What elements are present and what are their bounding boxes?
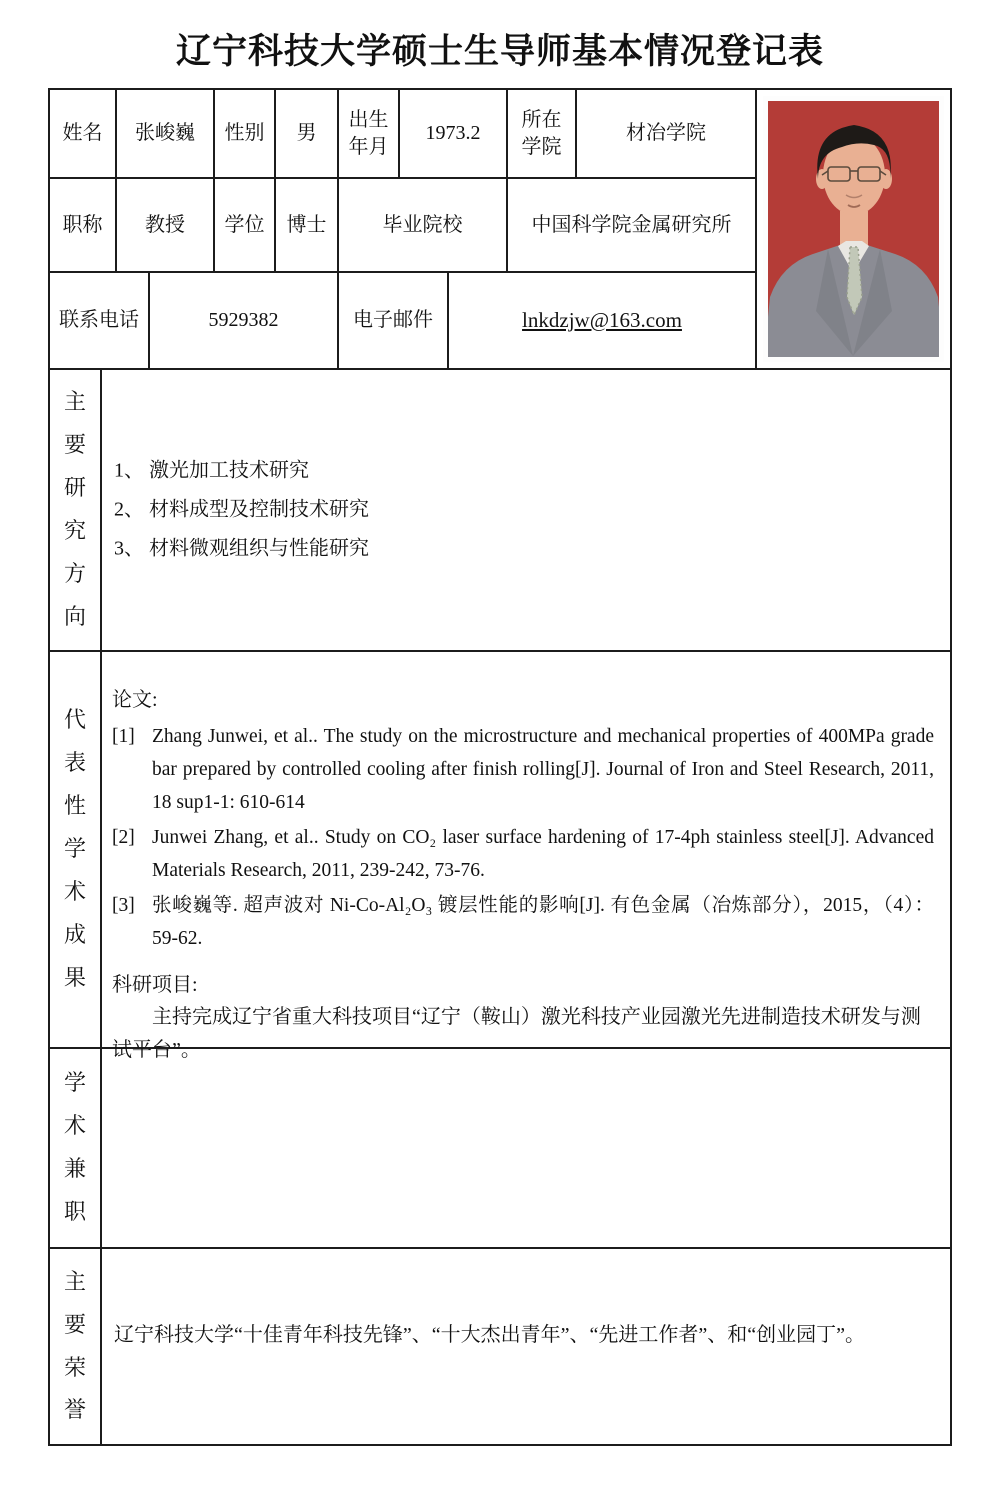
paper-marker: [2]	[112, 827, 135, 848]
section-achievements	[50, 652, 950, 1061]
paper-item	[112, 889, 934, 955]
section-achievements-content	[102, 652, 950, 1061]
school-value-cell: 中国科学院金属研究所	[531, 213, 732, 236]
positions-text	[102, 1049, 950, 1247]
page-title: 辽宁科技大学硕士生导师基本情况登记表	[175, 32, 824, 71]
info-table	[48, 88, 952, 1446]
section-research	[50, 370, 950, 652]
research-list	[114, 452, 936, 569]
section-research-label-text: 主要研究方向	[63, 389, 86, 629]
paper-marker: [3]	[112, 895, 135, 916]
email-label-cell: 电子邮件	[339, 273, 449, 368]
honors-text: 辽宁科技大学“十佳青年科技先锋”、“十大杰出青年”、“先进工作者”、和“创业园丁”。	[114, 1323, 866, 1346]
header-left	[50, 90, 755, 368]
paper-item	[112, 821, 934, 887]
research-item: 3、 材料微观组织与性能研究	[114, 537, 369, 560]
section-positions-label-text: 学术兼职	[63, 1070, 86, 1224]
email-link[interactable]: lnkdzjw@163.com	[522, 308, 682, 332]
paper-text: 张峻巍等. 超声波对 Ni-Co-Al₂O₃ 镀层性能的影响[J]. 有色金属（冶炼部分），2015，（4）：59-62.	[152, 895, 934, 949]
projects-heading: 科研项目:	[112, 974, 198, 996]
paper-text: Zhang Junwei, et al.. The study on the microstructure and mechanical properties of 400MPa grade bar prepared by controlled cooling after finish rolling[J]. Journal of Iron and Steel Research, 2011, 18 sup1-1: 610-614	[152, 726, 934, 813]
id-photo	[763, 96, 944, 362]
research-item: 1、 激光加工技术研究	[114, 459, 309, 482]
phone-value-cell: 5929382	[150, 273, 339, 368]
papers-heading: 论文:	[112, 689, 158, 711]
section-honors-label	[50, 1249, 102, 1444]
section-positions-label	[50, 1049, 102, 1247]
name-value-cell: 张峻巍	[117, 90, 215, 177]
id-photo-image	[768, 101, 939, 357]
section-research-content	[102, 370, 950, 650]
paper-text: Junwei Zhang, et al.. Study on CO₂ laser surface hardening of 17-4ph stainless steel[J]. Advanced Materials Research, 2011, 239-242, 73-76.	[152, 827, 934, 881]
section-research-label	[50, 370, 102, 650]
title-value-cell: 教授	[117, 179, 215, 271]
section-positions	[50, 1049, 950, 1249]
phone-label-cell: 联系电话	[50, 273, 150, 368]
college-label-cell: 所在学院	[508, 90, 577, 177]
header-row-3	[50, 273, 755, 368]
name-label-cell: 姓名	[50, 90, 117, 177]
section-achievements-label-text: 代表性学术成果	[63, 707, 86, 990]
college-value-cell: 材冶学院	[626, 122, 706, 144]
birth-label-cell: 出生年月	[339, 90, 400, 177]
section-honors-label-text: 主要荣誉	[63, 1268, 86, 1423]
header-block	[50, 90, 950, 370]
research-item: 2、 材料成型及控制技术研究	[114, 498, 369, 521]
degree-label-cell: 学位	[215, 179, 276, 271]
gender-label-cell: 性别	[215, 90, 276, 177]
header-row-2	[50, 179, 755, 273]
school-label-cell: 毕业院校	[339, 179, 508, 271]
photo-cell	[755, 90, 950, 368]
projects-text: 主持完成辽宁省重大科技项目“辽宁（鞍山）激光科技产业园激光先进制造技术研发与测试平台”。	[112, 1006, 921, 1061]
paper-list	[112, 720, 934, 955]
gender-value-cell: 男	[276, 90, 339, 177]
section-honors	[50, 1249, 950, 1444]
email-value-cell	[449, 273, 755, 368]
paper-item	[112, 720, 934, 819]
degree-value-cell: 博士	[276, 179, 339, 271]
header-row-1	[50, 90, 755, 179]
birth-value-cell: 1973.2	[400, 90, 508, 177]
section-honors-content	[102, 1249, 950, 1444]
section-positions-content	[102, 1049, 950, 1247]
title-label-cell: 职称	[50, 179, 117, 271]
paper-marker: [1]	[112, 726, 135, 747]
section-achievements-label	[50, 652, 102, 1047]
